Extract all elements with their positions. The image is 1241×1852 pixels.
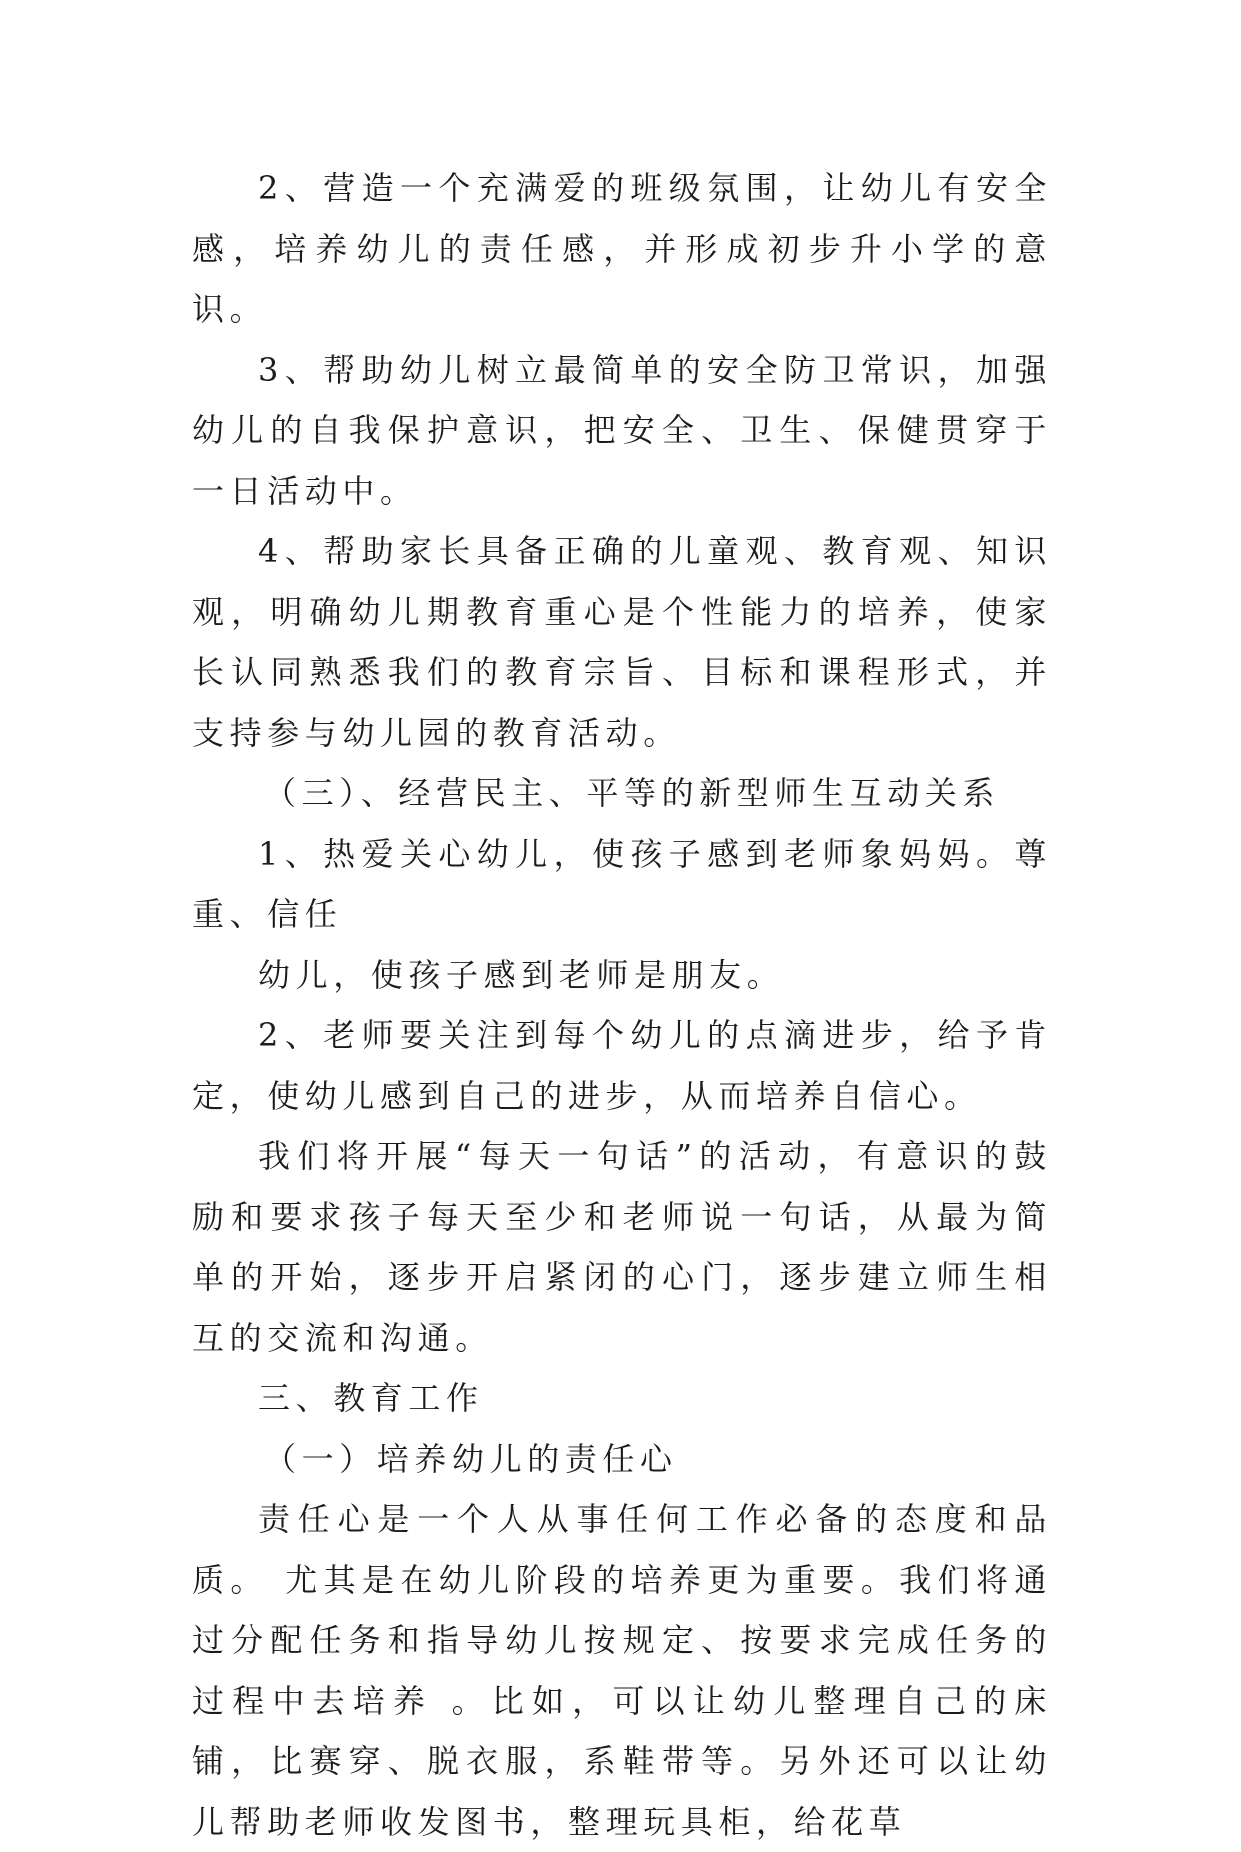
paragraph-responsibility: 责任心是一个人从事任何工作必备的态度和品质。 尤其是在幼儿阶段的培养更为重要。我们将通过分配任务和指导幼儿按规定、按要求完成任务的过程中去培养 。比如，可以让幼儿整理自己的床铺，比赛穿、脱衣服，系鞋带等。另外还可以让幼儿帮助老师收发图书，整理玩具柜，给花草	[192, 1500, 1052, 1841]
document-body	[192, 158, 1052, 1852]
paragraph-relationship-1: 1、热爱关心幼儿，使孩子感到老师象妈妈。尊重、信任	[192, 834, 1052, 933]
paragraph-goal-3: 3、帮助幼儿树立最简单的安全防卫常识，加强幼儿的自我保护意识，把安全、卫生、保健贯穿于一日活动中。	[192, 350, 1052, 510]
paragraph-relationship-1-continued: 幼儿，使孩子感到老师是朋友。	[258, 955, 785, 994]
section-heading-education-work: 三、教育工作	[258, 1379, 484, 1417]
paragraph-goal-4: 4、帮助家长具备正确的儿童观、教育观、知识观，明确幼儿期教育重心是个性能力的培养，使家长认同熟悉我们的教育宗旨、目标和课程形式，并支持参与幼儿园的教育活动。	[192, 532, 1052, 752]
section-heading-teacher-student-relationship: （三）、经营民主、平等的新型师生互动关系	[264, 774, 1001, 812]
paragraph-goal-2: 2、营造一个充满爱的班级氛围，让幼儿有安全感，培养幼儿的责任感，并形成初步升小学的意识。	[192, 169, 1052, 328]
paragraph-daily-sentence-activity: 我们将开展“每天一句话”的活动，有意识的鼓励和要求孩子每天至少和老师说一句话，从最为简单的开始，逐步开启紧闭的心门，逐步建立师生相互的交流和沟通。	[192, 1137, 1052, 1357]
subsection-heading-responsibility: （一）培养幼儿的责任心	[264, 1439, 678, 1478]
paragraph-relationship-2: 2、老师要关注到每个幼儿的点滴进步，给予肯定，使幼儿感到自己的进步，从而培养自信心。	[192, 1016, 1052, 1115]
